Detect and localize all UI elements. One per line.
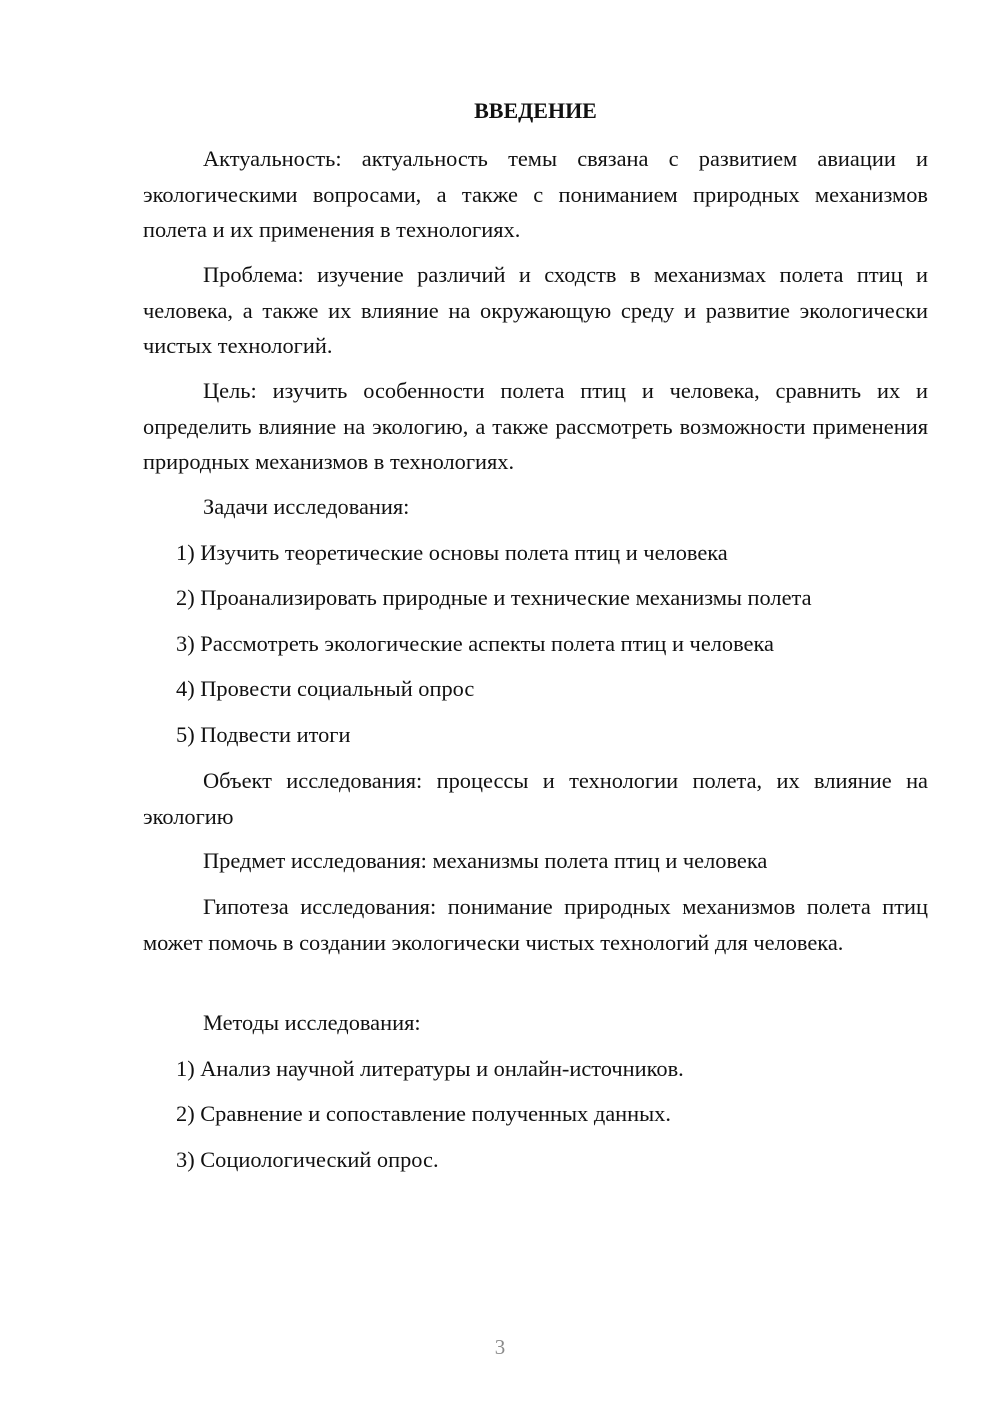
method-item-2: 2) Сравнение и сопоставление полученных данных. [176,1101,671,1126]
task-item-5: 5) Подвести итоги [176,722,351,747]
page-title: ВВЕДЕНИЕ [474,98,597,123]
method-item-3: 3) Социологический опрос. [176,1147,439,1172]
object-paragraph: Объект исследования: процессы и технологии полета, их влияние на экологию [143,768,928,829]
goal-paragraph: Цель: изучить особенности полета птиц и человека, сравнить их и определить влияние на экологию, а также рассмотреть возможности применения природных механизмов в технологиях. [143,378,928,474]
page-number: 3 [494,1335,506,1359]
task-item-1: 1) Изучить теоретические основы полета птиц и человека [176,540,728,565]
problem-paragraph: Проблема: изучение различий и сходств в механизмах полета птиц и человека, а также их влияние на окружающую среду и развитие экологически чистых технологий. [143,262,928,358]
methods-heading: Методы исследования: [203,1010,421,1035]
relevance-paragraph: Актуальность: актуальность темы связана с развитием авиации и экологическими вопросами, а также с пониманием природных механизмов полета и их применения в технологиях. [143,146,928,242]
task-item-4: 4) Провести социальный опрос [176,676,475,701]
tasks-heading: Задачи исследования: [203,494,410,519]
subject-paragraph: Предмет исследования: механизмы полета птиц и человека [203,848,768,873]
task-item-3: 3) Рассмотреть экологические аспекты полета птиц и человека [176,631,774,656]
method-item-1: 1) Анализ научной литературы и онлайн-источников. [176,1056,684,1081]
task-item-2: 2) Проанализировать природные и технические механизмы полета [176,585,812,610]
hypothesis-paragraph: Гипотеза исследования: понимание природных механизмов полета птиц может помочь в создании экологически чистых технологий для человека. [143,894,928,955]
